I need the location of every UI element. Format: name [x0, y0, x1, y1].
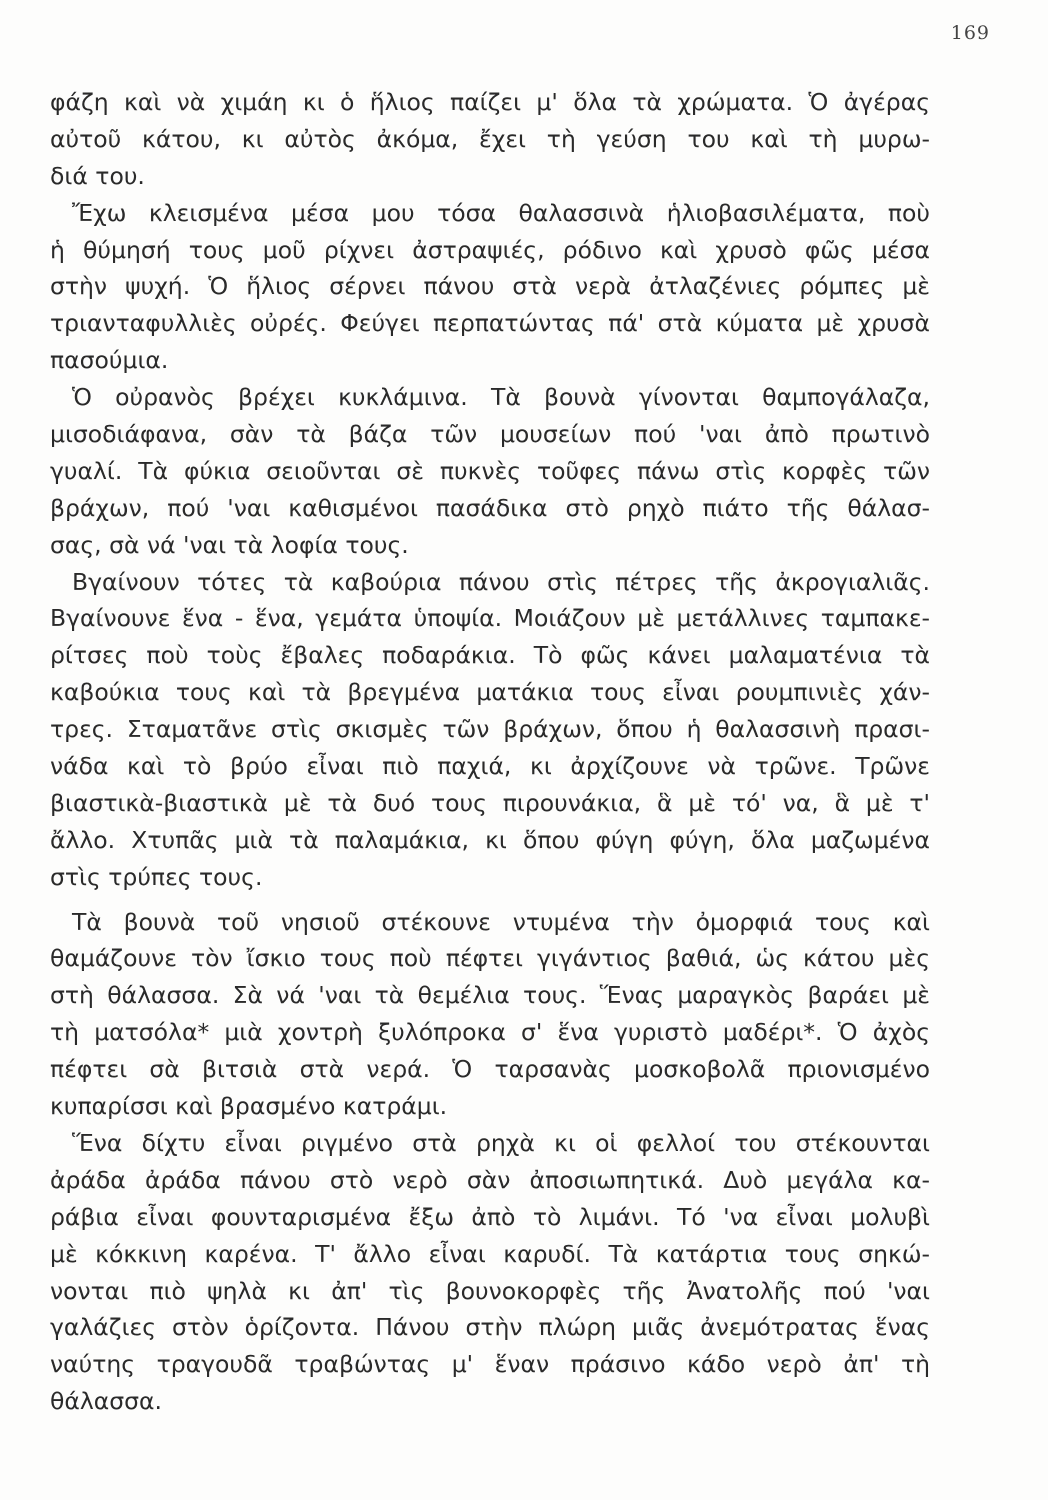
text-line: Ἔχω κλεισμένα μέσα μου τόσα θαλασσινὰ ἡλιοβασιλέματα, ποὺ [72, 198, 930, 227]
text-line: στὴ θάλασσα. Σὰ νά 'ναι τὰ θεμέλια τους. Ἕνας μαραγκὸς βαράει μὲ [50, 981, 930, 1010]
text-line: στὴν ψυχή. Ὁ ἥλιος σέρνει πάνου στὰ νερὰ ἀτλαζένιες ρόμπες μὲ [50, 272, 930, 301]
text-line: βιαστικὰ-βιαστικὰ μὲ τὰ δυό τους πιρουνάκια, ἃ μὲ τό' να, ἃ μὲ τ' [50, 788, 930, 817]
text-line: αὐτοῦ κάτου, κι αὐτὸς ἀκόμα, ἔχει τὴ γεύση του καὶ τὴ μυρω- [50, 124, 930, 153]
text-line: τριανταφυλλιὲς οὐρές. Φεύγει περπατώντας πά' στὰ κύματα μὲ χρυσὰ [50, 309, 930, 338]
text-line: Βγαίνουν τότες τὰ καβούρια πάνου στὶς πέτρες τῆς ἀκρογιαλιᾶς. [72, 567, 930, 596]
text-line: θαμάζουνε τὸν ἴσκιο τους ποὺ πέφτει γιγάντιος βαθιά, ὡς κάτου μὲς [50, 944, 930, 973]
text-line: Τὰ βουνὰ τοῦ νησιοῦ στέκουνε ντυμένα τὴν ὀμορφιά τους καὶ [72, 907, 930, 936]
text-line: πασούμια. [50, 346, 169, 375]
text-line: ἡ θύμησή τους μοῦ ρίχνει ἀστραψιές, ρόδινο καὶ χρυσὸ φῶς μέσα [50, 235, 930, 264]
text-line: πέφτει σὰ βιτσιὰ στὰ νερά. Ὁ ταρσανὰς μοσκοβολᾶ πριονισμένο [50, 1055, 930, 1084]
text-line: Βγαίνουνε ἕνα - ἕνα, γεμάτα ὑποψία. Μοιάζουν μὲ μετάλλινες ταμπακε- [50, 604, 930, 633]
text-line: μισοδιάφανα, σὰν τὰ βάζα τῶν μουσείων πού 'ναι ἀπὸ πρωτινὸ [50, 420, 930, 449]
text-line: στὶς τρύπες τους. [50, 862, 263, 891]
text-line: ράβια εἶναι φουνταρισμένα ἔξω ἀπὸ τὸ λιμάνι. Τό 'να εἶναι μολυβὶ [50, 1202, 930, 1231]
text-line: διά του. [50, 161, 145, 190]
text-line: μὲ κόκκινη καρένα. Τ' ἄλλο εἶναι καρυδί. Τὰ κατάρτια τους σηκώ- [50, 1239, 930, 1268]
text-line: καβούκια τους καὶ τὰ βρεγμένα ματάκια τους εἶναι ρουμπινιὲς χάν- [50, 678, 930, 707]
text-line: Ἕνα δίχτυ εἶναι ριγμένο στὰ ρηχὰ κι οἱ φελλοί του στέκουνται [72, 1128, 930, 1157]
text-line: βράχων, πού 'ναι καθισμένοι πασάδικα στὸ ρηχὸ πιάτο τῆς θάλασ- [50, 493, 930, 522]
text-line: νονται πιὸ ψηλὰ κι ἀπ' τὶς βουνοκορφὲς τῆς Ἀνατολῆς πού 'ναι [50, 1276, 930, 1305]
text-line: Ὁ οὐρανὸς βρέχει κυκλάμινα. Τὰ βουνὰ γίνονται θαμπογάλαζα, [72, 383, 930, 412]
text-line: ἀράδα ἀράδα πάνου στὸ νερὸ σὰν ἀποσιωπητικά. Δυὸ μεγάλα κα- [50, 1165, 930, 1194]
text-line: φάζη καὶ νὰ χιμάη κι ὁ ἥλιος παίζει μ' ὅλα τὰ χρώματα. Ὁ ἀγέρας [50, 88, 930, 116]
text-line: ρίτσες ποὺ τοὺς ἔβαλες ποδαράκια. Τὸ φῶς κάνει μαλαματένια τὰ [50, 641, 930, 670]
text-line: σας, σὰ νά 'ναι τὰ λοφία τους. [50, 530, 409, 559]
body-text [50, 84, 930, 1420]
text-line: ἄλλο. Χτυπᾶς μιὰ τὰ παλαμάκια, κι ὅπου φύγη φύγη, ὅλα μαζωμένα [50, 825, 930, 854]
text-line: ναύτης τραγουδᾶ τραβώντας μ' ἕναν πράσινο κάδο νερὸ ἀπ' τὴ [50, 1350, 930, 1379]
text-line: τρες. Σταματᾶνε στὶς σκισμὲς τῶν βράχων, ὅπου ἡ θαλασσινὴ πρασι- [50, 715, 930, 744]
text-line: κυπαρίσσι καὶ βρασμένο κατράμι. [50, 1092, 448, 1121]
page-number: 169 [950, 22, 990, 44]
text-line: θάλασσα. [50, 1387, 163, 1416]
text-line: τὴ ματσόλα* μιὰ χοντρὴ ξυλόπροκα σ' ἕνα γυριστὸ μαδέρι*. Ὁ ἀχὸς [50, 1018, 930, 1047]
text-line: γαλάζιες στὸν ὁρίζοντα. Πάνου στὴν πλώρη μιᾶς ἀνεμότρατας ἕνας [50, 1313, 930, 1342]
text-line: νάδα καὶ τὸ βρύο εἶναι πιὸ παχιά, κι ἀρχίζουνε νὰ τρῶνε. Τρῶνε [50, 752, 930, 781]
text-line: γυαλί. Τὰ φύκια σειοῦνται σὲ πυκνὲς τοῦφες πάνω στὶς κορφὲς τῶν [50, 456, 930, 485]
